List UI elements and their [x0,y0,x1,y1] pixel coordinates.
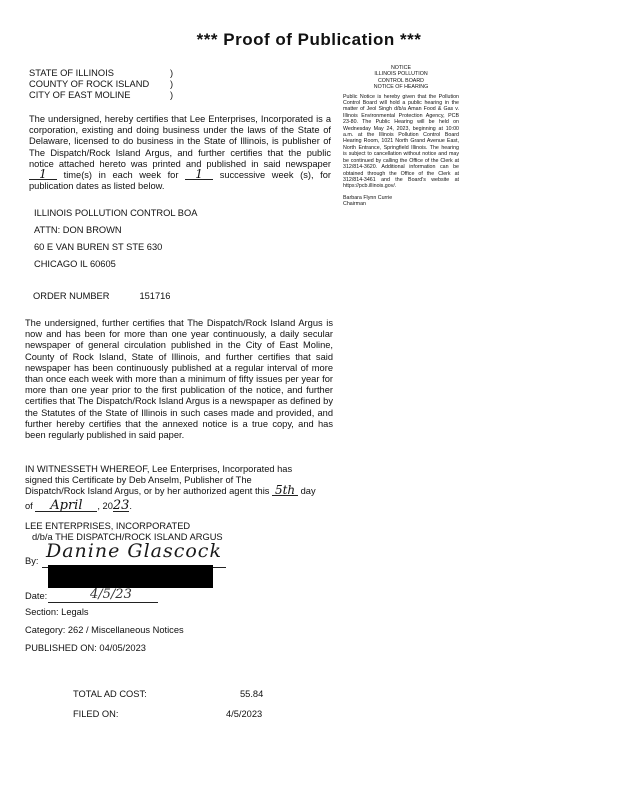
signed-date: 4/5/23 [90,587,132,602]
legal-notice-clipping [343,65,459,208]
published-line: PUBLISHED ON: 04/05/2023 [25,643,146,653]
cert-text-2: time(s) in each week for [63,170,179,181]
address-line-3: 60 E VAN BUREN ST STE 630 [34,242,163,252]
signature: Danine Glascock [46,540,222,562]
cert-text-1: The undersigned, hereby certifies that Lee Enterprises, Incorporated is a corporation, existing and doing business under the laws of the State of Delaware, licensed to do business in the State of Illinois, is publisher of The Dispatch/Rock Island Argus, and further certifies that the public notice attached hereto was printed and published in said newspaper [29,114,331,169]
total-cost-label: TOTAL AD COST: [73,689,147,699]
venue-block [29,68,149,101]
category-line: Category: 262 / Miscellaneous Notices [25,625,184,635]
filed-on-value: 4/5/2023 [226,709,263,719]
company-name: LEE ENTERPRISES, INCORPORATED [25,521,191,531]
notice-label: NOTICE [390,65,411,71]
month-value: April [35,500,97,512]
newspaper-certification: The undersigned, further certifies that The Dispatch/Rock Island Argus is now and has been for more than one year continuously, a daily secular newspaper of general circulation published in the City of East Moline, County of Rock Island, State of Illinois, and further certifies that said newspaper has been continuously published at a regular interval of more than once each week with more than a minimum of fifty issues per year for more than one year prior to the first publication of the notice, and further certifies that The Dispatch/Rock Island Argus is a newspaper as defined by the Statutes of the State of Illinois in such cases made and provided, and further hereby certifies that the annexed notice is a true copy, and has been regularly published in said paper. [25,318,333,441]
cert-text-3: successive week (s), for publication dates as listed below. [29,170,331,192]
city-line: CITY OF EAST MOLINE [29,90,131,100]
address-line-4: CHICAGO IL 60605 [34,259,116,269]
paren-3: ) [170,90,174,100]
witness-line-1: IN WITNESSETH WHEREOF, Lee Enterprises, Incorporated has [25,464,293,474]
county-line: COUNTY OF ROCK ISLAND [29,79,150,89]
order-number [33,291,170,302]
witness-block [25,464,325,512]
notice-heading: NOTICE OF HEARING [373,84,429,91]
state-line: STATE OF ILLINOIS [29,68,114,78]
address-line-2: ATTN: DON BROWN [34,225,122,235]
redaction-bar [48,565,213,588]
paren-2: ) [170,79,174,89]
section-line: Section: Legals [25,607,89,617]
order-label: ORDER NUMBER [33,291,110,301]
notice-board: CONTROL BOARD [377,77,424,84]
billing-address [34,208,197,276]
year-value: 23 [112,497,130,513]
order-value: 151716 [139,291,171,301]
witness-line-2: signed this Certificate by Deb Anselm, Publisher of The [25,475,252,486]
day-value: 5th [272,486,298,496]
by-label: By: [25,556,39,566]
notice-body: Public Notice is hereby given that the Pollution Control Board will hold a public hearing in the matter of Jeol Singh d/b/a Aman Food & Gas v. Illinois Environmental Protection Agency, PCB 23-80. The Public Hearing will be held on Wednesday May 24, 2023, beginning at 10:00 a.m. at the Illinois Pollution Control Board Hearing Room, 1021 North Grand Avenue East, North Entrance, Springfield Illinois. The hearing is subject to cancellation without notice and may be continued by calling the Office of the Clerk at 312/814-3620. Additional information can be obtained through the Office of the Clerk at 312/814-3461 and the Board's website at https://pcb.illinois.gov/. [343,93,459,190]
of-label: of [25,500,33,511]
page-title: *** Proof of Publication *** [196,30,422,49]
weeks-value: 1 [185,170,213,180]
venue-parens [170,68,173,101]
address-line-1: ILLINOIS POLLUTION CONTROL BOA [34,208,198,218]
year-prefix: , 20 [97,500,113,511]
day-label: day [300,486,316,497]
total-cost-value: 55.84 [240,689,264,699]
notice-org: ILLINOIS POLLUTION [374,71,428,78]
filed-on-label: FILED ON: [73,709,119,719]
notice-signer-title: Chairman [343,201,366,208]
date-label: Date: [25,591,48,601]
date-line [48,602,158,603]
paren-1: ) [170,68,174,78]
witness-line-3: Dispatch/Rock Island Argus, or by her authorized agent this [25,486,270,497]
times-value: 1 [29,170,57,180]
notice-signer: Barbara Flynn Currie [343,194,393,201]
witness-end: . [129,500,133,511]
publisher-certification [29,114,331,192]
company-dba: d/b/a THE DISPATCH/ROCK ISLAND ARGUS [32,532,223,542]
